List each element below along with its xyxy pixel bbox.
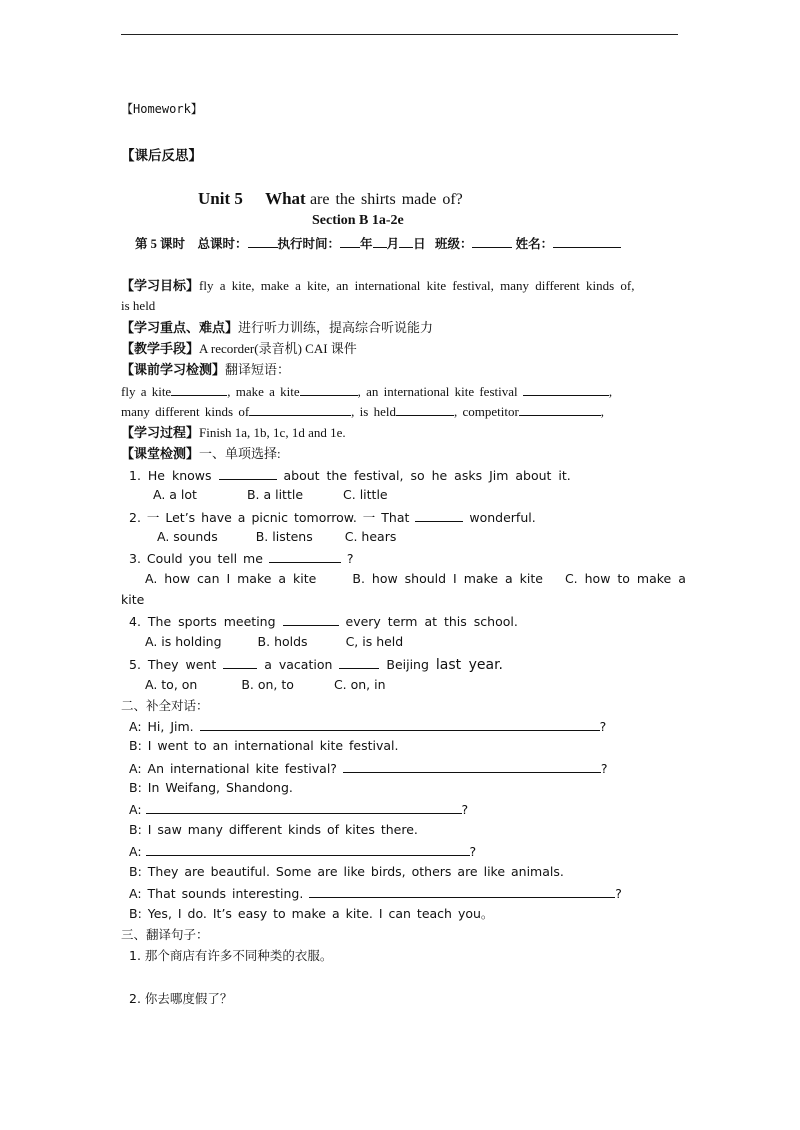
dialogue-line-3 [129, 760, 608, 777]
translate-sentence-2: 2. 你去哪度假了？ [129, 991, 233, 1006]
meta-period: 第 5 课时 [135, 237, 186, 251]
question-2-options [157, 529, 396, 545]
lesson-meta [135, 235, 621, 252]
question-1 [129, 467, 571, 484]
option-c: C. on, in [333, 677, 386, 692]
question-mark: ? [469, 844, 477, 859]
blank [396, 403, 454, 416]
phrase: fly a kite [121, 384, 172, 399]
dialogue-text: A: An international kite festival? [129, 761, 337, 776]
check-text: 一、单项选择: [199, 446, 281, 461]
process-text: Finish 1a, 1b, 1c, 1d and 1e. [199, 425, 346, 440]
blank [146, 843, 470, 856]
meta-name: 姓名： [515, 237, 554, 251]
process-label: 【学习过程】 [121, 425, 200, 440]
question-5-options [145, 677, 386, 693]
q-text: every term at this school. [345, 614, 518, 629]
translate-heading: 三、翻译句子： [121, 927, 209, 942]
phrase: , is held [351, 404, 396, 419]
blank [373, 235, 387, 248]
blank [519, 403, 601, 416]
phrase: , an international kite festival [357, 384, 518, 399]
blank [269, 550, 341, 563]
question-2 [129, 509, 536, 526]
goals-line [121, 278, 635, 294]
option-c: C. hears [344, 529, 397, 544]
means-text: A recorder(录音机) CAI 课件 [199, 341, 357, 356]
translate-sentence-1: 1. 那个商店有许多不同种类的衣服。 [129, 948, 333, 963]
option-a: A. sounds [157, 529, 218, 544]
q-text: Beijing [386, 657, 429, 672]
question-mark: ? [615, 886, 622, 901]
q-text: 4. The sports meeting [129, 614, 276, 629]
blank [340, 235, 360, 248]
phrase: , make a kite [227, 384, 300, 399]
phrase: , competitor [453, 404, 519, 419]
dialogue-line-4: B: In Weifang, Shandong. [129, 780, 293, 795]
question-5 [129, 656, 503, 673]
blank [300, 383, 358, 396]
pre-check-line [121, 362, 290, 378]
question-4 [129, 613, 518, 630]
dialogue-line-9 [129, 885, 622, 902]
q-text: wonderful. [469, 510, 536, 525]
blank [146, 801, 462, 814]
blank [200, 718, 600, 731]
blank [399, 235, 413, 248]
meta-year: 年 [360, 237, 373, 251]
phrase-line-2: many different kinds of , is held , competitor , [121, 404, 605, 419]
meta-month: 月 [386, 237, 400, 251]
meta-total: 总课时： [197, 237, 248, 251]
option-b: B. a little [246, 487, 304, 502]
blank [171, 383, 227, 396]
q-text: 5. They went [129, 657, 217, 672]
blank [248, 235, 278, 248]
question-mark: ? [599, 719, 607, 734]
title-question: are the shirts made of? [309, 191, 463, 208]
phrase: many different kinds of [121, 404, 250, 419]
option-c: C, is held [345, 634, 404, 649]
blank [249, 403, 351, 416]
question-3 [129, 550, 354, 567]
pre-label: 【课前学习检测】 [121, 362, 226, 377]
option-a: A. how can I make a kite [145, 571, 317, 586]
q-text: last year. [435, 657, 504, 673]
blank [339, 656, 379, 669]
meta-day: 日 [413, 237, 426, 251]
option-b: B. how should I make a kite [352, 571, 543, 586]
section-title: Section B 1a-2e [312, 213, 404, 228]
focus-text: 进行听力训练，提高综合听说能力 [238, 320, 434, 335]
page-title [198, 191, 463, 208]
pre-text: 翻译短语： [225, 362, 291, 377]
question-3-options [145, 571, 686, 587]
q-text: 1. He knows [129, 468, 212, 483]
q-text: ? [346, 551, 354, 566]
goals-line-2: is held [121, 298, 156, 313]
blank [283, 613, 339, 626]
meta-class: 班级： [434, 237, 473, 251]
blank [343, 760, 601, 773]
dialogue-text: A: [129, 844, 142, 859]
blank [223, 656, 257, 669]
goals-text: fly a kite, make a kite, an international kite festival, many different kinds of, [199, 278, 635, 293]
check-label: 【课堂检测】 [121, 446, 200, 461]
blank [415, 509, 463, 522]
option-c: C. how to make a [564, 571, 686, 586]
option-a: A. a lot [153, 487, 197, 502]
blank [472, 235, 512, 248]
question-4-options [145, 634, 403, 650]
dialogue-line-8: B: They are beautiful. Some are like birds, others are like animals. [129, 864, 564, 879]
process-line [121, 425, 346, 441]
q-text: 3. Could you tell me [129, 551, 263, 566]
focus-line [121, 320, 433, 336]
dialogue-line-2: B: I went to an international kite festival. [129, 738, 399, 753]
class-check-line [121, 446, 281, 462]
option-a: A. is holding [145, 634, 222, 649]
q-text: 2. 一 Let’s have a picnic tomorrow. 一 That [129, 510, 410, 525]
option-b: B. on, to [241, 677, 294, 692]
question-1-options [153, 487, 388, 503]
blank [219, 467, 277, 480]
question-3-wrap: kite [121, 592, 145, 607]
option-a: A. to, on [145, 677, 198, 692]
dialogue-text: A: Hi, Jim. [129, 719, 194, 734]
blank [523, 383, 609, 396]
q-text: about the festival, so he asks Jim about it. [283, 468, 571, 483]
question-mark: ? [461, 802, 469, 817]
dialogue-line-10: B: Yes, I do. It’s easy to make a kite. I can teach you。 [129, 906, 494, 921]
option-b: B. listens [255, 529, 313, 544]
dialogue-line-7 [129, 843, 476, 860]
blank [309, 885, 615, 898]
header-rule [121, 34, 678, 35]
title-what: What [265, 189, 306, 208]
question-mark: ? [600, 761, 608, 776]
dialogue-heading: 二、补全对话： [121, 698, 209, 713]
means-label: 【教学手段】 [121, 341, 200, 356]
homework-heading: 【Homework】 [121, 102, 203, 116]
focus-label: 【学习重点、难点】 [121, 320, 239, 335]
dialogue-line-1 [129, 718, 606, 735]
dialogue-line-5 [129, 801, 468, 818]
means-line [121, 341, 357, 357]
goals-label: 【学习目标】 [121, 278, 200, 293]
option-b: B. holds [257, 634, 308, 649]
phrase-line-1: fly a kite , make a kite , an international kite festival , [121, 384, 613, 399]
meta-exec: 执行时间： [277, 237, 341, 251]
blank [553, 235, 621, 248]
q-text: a vacation [264, 657, 333, 672]
option-c: C. little [343, 487, 388, 502]
dialogue-text: A: [129, 802, 142, 817]
title-unit: Unit 5 [198, 189, 243, 208]
reflection-heading: 【课后反思】 [121, 148, 202, 163]
dialogue-line-6: B: I saw many different kinds of kites there. [129, 822, 418, 837]
dialogue-text: A: That sounds interesting. [129, 886, 304, 901]
